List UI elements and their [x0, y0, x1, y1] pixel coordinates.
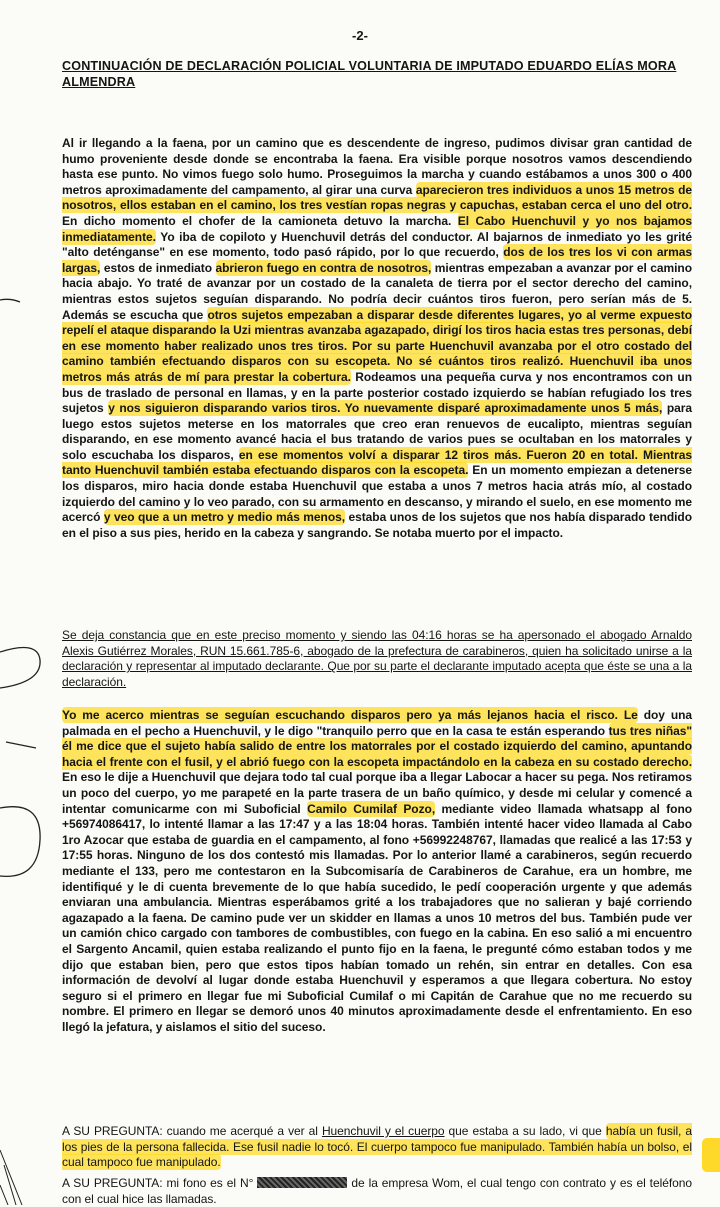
text-run: Yo iba de copiloto y Huenchuvil detrás del conductor. Al bajarnos de inmediato yo les grité "alto deténganse" en ese momento, todo pasó rápido, por lo que recuerdo,	[62, 229, 692, 260]
text-run: Al ir llegando a la faena, por un camino que es descendente de ingreso, pudimos divisar gran cantidad de humo proveniente desde donde se encontraba la faena. Era visible porque nosotros vamos descendiendo hasta ese punto. No vimos fuego solo humo. Proseguimos la marcha y cuando estábamos a unos 300 o 400 metros aproximadamente del campamento, al girar una curva	[62, 136, 692, 197]
highlighted-text: en ese momentos volví a disparar 12 tiros más. Fueron 20 en total. Mientras tanto Huenchuvil también estaba efectuando disparos con la escopeta.	[62, 447, 692, 478]
highlighted-text: otros sujetos empezaban a disparar desde diferentes lugares, yo al verme expuesto repelí el ataque disparando la Uzi mientras avanzaba agazapado, dirigí los tiros hacia estas tres personas, debí en ese momento haber realizado unos tres tiros. Por su parte Huenchuvil avanzaba por el otro costado del camino también efectuando disparos con su escopeta. No sé cuántos tiros realizó. Huenchuvil iba unos metros más atrás de mí para prestar la cobertura.	[62, 307, 692, 384]
margin-bracket-mark	[0, 648, 40, 689]
margin-bracket-mark-2	[0, 807, 40, 877]
highlighted-text: había un fusil, a los pies de la persona fallecida. Ese fusil nadie lo tocó. El cuerpo tampoco fue manipulado. También había un bolso, el cual tampoco fue manipulado.	[62, 1124, 693, 1170]
highlighted-text: Camilo Cumilaf Pozo,	[307, 801, 436, 816]
statement-paragraph-1	[62, 136, 692, 541]
highlighted-text: El Cabo Huenchuvil y yo nos bajamos inmediatamente.	[62, 213, 693, 244]
highlighted-text: Yo me acerco mientras se seguían escuchando disparos pero ya más lejanos hacia el risco. Le	[62, 708, 638, 722]
text-run: En un momento empiezan a detenerse los disparos, miro hacia donde estaba Huenchuvil que estaba a unos 7 metros hacia atrás mío, al costado izquierdo del camino y lo veo parado, con su armamento en descanso, y mirando el suelo, en ese momento me acercó	[62, 463, 692, 525]
text-run: para luego estos sujetos meterse en los matorrales que creo eran renuevos de eucalipto, mientras seguían disparando, en ese momento avancé hacia el bus tratando de varios pues se ocultaban en los matorrales y solo escuchaba los disparos,	[62, 401, 692, 462]
underlined-text: Huenchuvil y el cuerpo	[321, 1124, 445, 1138]
highlighted-text: tus tres niñas" él me dice que el sujeto había salido de entre los matorrales por el costado izquierdo del camino, apuntando hacia el frente con el fusil, y el abrió fuego con la escopeta impactándolo en la cabeza en su costado derecho.	[62, 723, 692, 769]
highlight-edge-tab	[702, 1138, 720, 1172]
text-run: mediante video llamada whatsapp al fono +56974086417, lo intenté llamar a las 17:47 y a las 18:04 horas. También intenté hacer video llamada al Cabo 1ro Azocar que estaba de guardia en el campamento, al fono +56992248767, llamadas que realicé a las 17:53 y 17:55 horas. Ninguno de los dos contestó mis llamadas. Por lo anterior llamé a carabineros, según recuerdo mediante el 133, pero me contestaron en la Subcomisaría de Carabineros de Carahue, era un hombre, me identifiqué y le di cuenta brevemente de lo que había sucedido, le pedí cooperación urgente y que además enviaran una ambulancia. Mientras esperábamos grité a los trabajadores que no salieran y bajé corriendo agazapado a la faena. De camino pude ver un skidder en llamas a unos 10 metros del bus. También pude ver un camión chico cargado con tambores de combustibles, con fuego en la cabina. En eso salió a mi encuentro el Sargento Ancamil, quien estaba realizando el punto fijo en la faena, le pregunté cómo estaban todos y me dijo que estaban bien, pero que estos tipos habían tomado un rehén, sin entrar en detalles. Con esa información de devolví al lugar donde estaba Huenchuvil y esperamos a que llegara cobertura. No estoy seguro si el primero en llegar fue mi Suboficial Cumilaf o mi Capitán de Carahue que no me recuerdo su nombre. El primero en llegar se demoró unos 40 minutos aproximadamente desde el enfrentamiento. En eso llegó la jefatura, y aislamos el sitio del suceso.	[62, 801, 692, 1034]
margin-mark	[0, 299, 20, 302]
text-run: estos de inmediato	[100, 260, 216, 275]
text-run: En eso le dije a Huenchuvil que dejara todo tal cual porque iba a llegar Labocar a hacer su pega. Nos retiramos un poco del cuerpo, yo me parapeté en la parte trasera de un baño químico, y desde mi celular y comencé a intentar comunicarme con mi Suboficial	[62, 770, 692, 816]
text-run: de la empresa Wom, el cual tengo con contrato y es el teléfono con el cual hice las llamadas.	[62, 1176, 692, 1206]
text-run: A SU PREGUNTA: mi fono es el N°	[62, 1176, 254, 1190]
text-run: doy una palmada en el pecho a Huenchuvil, y le digo "tranquilo perro que en la casa te están esperando	[62, 708, 693, 738]
text-run: estaba unos de los sujetos que nos había disparado tendido en el piso a sus pies, herido en la cabeza y sangrando. Se notaba muerto por el impacto.	[62, 510, 692, 540]
corner-scribble	[0, 1150, 22, 1205]
highlighted-text: aparecieron tres individuos a unos 15 metros de nosotros, ellos estaban en el camino, los tres vestían ropas negras y capuchas, estaban cerca el uno del otro.	[62, 182, 692, 213]
attorney-note-text: Se deja constancia que en este preciso momento y siendo las 04:16 horas se ha apersonado el abogado Arnaldo Alexis Gutiérrez Morales, RUN 15.661.785-6, abogado de la prefectura de carabineros, quien ha solicitado unirse a la declaración y representar al imputado declarante. Que por su parte el declarante imputado acepta que éste se una a la declaración.	[62, 628, 692, 689]
question-answer-2	[62, 1176, 692, 1207]
margin-dash-mark	[6, 742, 36, 748]
statement-paragraph-2	[62, 708, 692, 1035]
text-run: En dicho momento el chofer de la camioneta detuvo la marcha.	[62, 213, 458, 228]
page-number: -2-	[352, 28, 368, 43]
text-run: Rodeamos una pequeña curva y nos encontramos con un bus de traslado de personal en llamas, y en la parte posterior costado izquierdo se habían refugiado los tres sujetos	[62, 369, 692, 416]
highlighted-text: y nos siguieron disparando varios tiros. Yo nuevamente disparé aproximadamente unos 5 más,	[108, 401, 663, 416]
question-answer-1	[62, 1124, 692, 1171]
redacted-phone-number	[257, 1177, 347, 1188]
attorney-note-paragraph	[62, 628, 692, 690]
document-title: CONTINUACIÓN DE DECLARACIÓN POLICIAL VOLUNTARIA DE IMPUTADO EDUARDO ELÍAS MORA ALMENDRA	[62, 59, 677, 89]
text-run: mientras empezaban a avanzar por el camino hacia abajo. Yo traté de avanzar por un costado de la canaleta de tierra por el sector derecho del camino, mientras estos sujetos seguían disparando. No podría decir cuántos tiros fueron, pero serían más de 5. Además se escucha que	[62, 260, 692, 322]
text-run: A SU PREGUNTA: cuando me acerqué a ver al	[62, 1124, 322, 1138]
text-run: que estaba a su lado, vi que	[444, 1124, 606, 1138]
highlighted-text: y veo que a un metro y medio más menos,	[103, 510, 346, 525]
highlighted-text: dos de los tres los vi con armas largas,	[62, 245, 692, 275]
highlighted-text: abrieron fuego en contra de nosotros,	[215, 260, 432, 275]
